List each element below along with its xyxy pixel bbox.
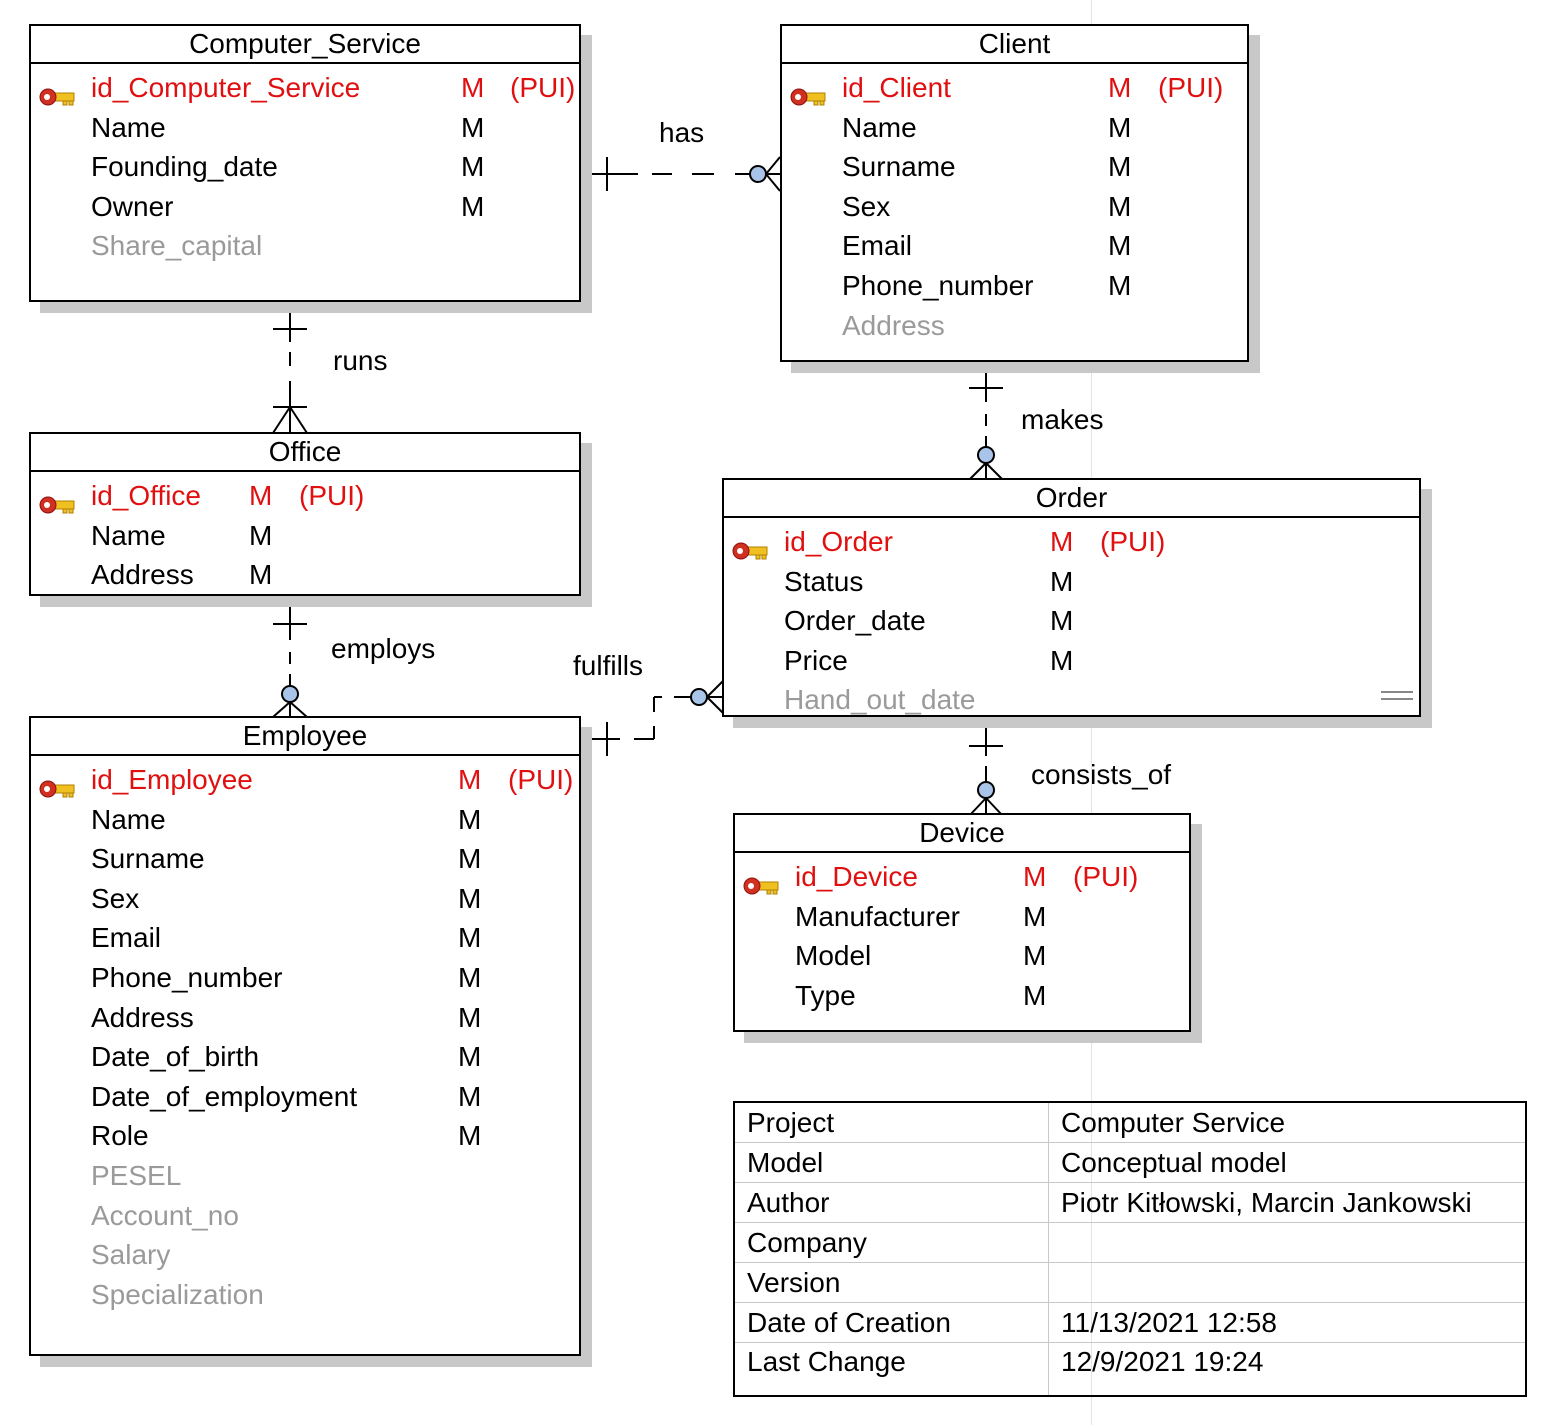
attribute-row[interactable] <box>790 147 1239 187</box>
attribute-row[interactable] <box>39 800 571 840</box>
relationship-label-employs: employs <box>331 633 436 664</box>
attribute-row[interactable] <box>743 936 1181 976</box>
attribute-mandatory-flag: M <box>1108 72 1132 103</box>
attribute-mandatory-flag: M <box>458 1001 482 1033</box>
project-info-row <box>734 1102 1526 1143</box>
attribute-name: Hand_out_date <box>784 684 976 716</box>
entity-device[interactable] <box>733 813 1191 1032</box>
attribute-row[interactable] <box>39 998 571 1038</box>
project-info-value <box>1049 1263 1527 1303</box>
project-info-row <box>734 1263 1526 1303</box>
attribute-row[interactable] <box>39 108 571 148</box>
attribute-mandatory-flag: M <box>1108 111 1132 143</box>
relationship-label-consists-of: consists_of <box>1031 759 1172 790</box>
attribute-name: Specialization <box>91 1278 264 1310</box>
project-info-key: Version <box>734 1263 1049 1303</box>
project-info-table <box>733 1101 1527 1397</box>
primary-key-attribute[interactable] <box>790 68 1239 108</box>
attribute-mandatory-flag: M <box>458 882 482 914</box>
primary-key-attribute[interactable] <box>39 68 576 108</box>
attribute-row[interactable] <box>790 306 1239 346</box>
attribute-name: id_Order <box>784 526 893 557</box>
project-info-key: Project <box>734 1102 1049 1143</box>
entity-employee[interactable] <box>29 716 581 1356</box>
primary-unique-identifier-flag: (PUI) <box>1100 526 1166 557</box>
project-info-key: Date of Creation <box>734 1303 1049 1343</box>
attribute-name: Share_capital <box>91 230 263 262</box>
attribute-mandatory-flag: M <box>458 1120 482 1152</box>
primary-key-attribute[interactable] <box>39 760 574 800</box>
attribute-name: Date_of_birth <box>91 1041 260 1073</box>
key-icon <box>39 78 77 98</box>
entity-order[interactable] <box>722 478 1421 717</box>
attribute-row[interactable] <box>790 226 1239 266</box>
primary-key-attribute[interactable] <box>732 522 1411 562</box>
attribute-row[interactable] <box>39 879 571 919</box>
entity-title: Order <box>724 480 1419 518</box>
attribute-name: Name <box>842 111 917 143</box>
attribute-mandatory-flag: M <box>1108 230 1132 262</box>
attribute-row[interactable] <box>790 266 1239 306</box>
attribute-mandatory-flag: M <box>1050 605 1074 637</box>
attribute-row[interactable] <box>39 516 571 556</box>
relationship-fulfills-line <box>581 681 723 756</box>
relationship-has-line <box>581 157 780 191</box>
attribute-name: id_Office <box>91 480 201 511</box>
attribute-row[interactable] <box>732 641 1411 681</box>
attribute-mandatory-flag: M <box>1108 190 1132 222</box>
attribute-mandatory-flag: M <box>1050 644 1074 676</box>
attribute-name: Price <box>784 644 848 676</box>
attribute-row[interactable] <box>39 839 571 879</box>
project-info-key: Company <box>734 1223 1049 1263</box>
entity-title: Employee <box>31 718 579 756</box>
key-icon <box>732 532 770 552</box>
attribute-name: Surname <box>91 843 205 875</box>
key-icon <box>39 486 77 506</box>
attribute-mandatory-flag: M <box>1023 900 1047 932</box>
relationship-employs-line <box>273 596 307 717</box>
project-info-value: 12/9/2021 19:24 <box>1049 1343 1527 1397</box>
attribute-row[interactable] <box>39 555 571 595</box>
attribute-mandatory-flag: M <box>1050 526 1074 557</box>
attribute-name: Owner <box>91 190 174 222</box>
attribute-name: Name <box>91 111 166 143</box>
primary-key-attribute[interactable] <box>743 857 1181 897</box>
attribute-row[interactable] <box>732 680 1411 720</box>
attribute-row[interactable] <box>743 976 1181 1016</box>
attribute-mandatory-flag: M <box>1023 979 1047 1011</box>
attribute-mandatory-flag: M <box>1108 151 1132 183</box>
primary-unique-identifier-flag: (PUI) <box>508 764 574 795</box>
attribute-row[interactable] <box>39 1196 571 1236</box>
attribute-name: Role <box>91 1120 149 1152</box>
attribute-row[interactable] <box>39 1156 571 1196</box>
project-info-value <box>1049 1223 1527 1263</box>
entity-title: Device <box>735 815 1189 853</box>
key-icon <box>39 770 77 790</box>
attribute-mandatory-flag: M <box>458 962 482 993</box>
project-info-value: Computer Service <box>1049 1102 1527 1143</box>
project-info-row <box>734 1183 1526 1223</box>
attribute-name: Manufacturer <box>795 900 960 932</box>
attribute-name: Salary <box>91 1239 171 1271</box>
attribute-row[interactable] <box>732 562 1411 602</box>
attribute-row[interactable] <box>39 918 571 958</box>
attribute-name: Phone_number <box>91 962 283 993</box>
attribute-row[interactable] <box>732 601 1411 641</box>
project-info-value: 11/13/2021 12:58 <box>1049 1303 1527 1343</box>
relationship-runs-line <box>273 301 307 433</box>
attribute-name: Account_no <box>91 1199 239 1231</box>
attribute-mandatory-flag: M <box>461 72 485 103</box>
project-info-row <box>734 1343 1526 1397</box>
attribute-name: Status <box>784 565 864 597</box>
attribute-mandatory-flag: M <box>249 519 273 551</box>
entity-title: Office <box>31 434 579 472</box>
entity-client[interactable] <box>780 24 1249 362</box>
attribute-row[interactable] <box>39 1235 571 1275</box>
attribute-name: Sex <box>91 882 140 914</box>
attribute-name: PESEL <box>91 1160 182 1191</box>
attribute-row[interactable] <box>39 1037 571 1077</box>
attribute-name: Founding_date <box>91 151 278 183</box>
attribute-mandatory-flag: M <box>461 151 485 183</box>
attribute-name: Address <box>842 309 945 341</box>
project-info-row <box>734 1223 1526 1263</box>
attribute-name: Sex <box>842 190 891 222</box>
primary-unique-identifier-flag: (PUI) <box>1158 72 1224 103</box>
attribute-name: Email <box>91 922 162 954</box>
attribute-name: id_Employee <box>91 764 253 795</box>
attribute-row[interactable] <box>790 108 1239 148</box>
attribute-name: Type <box>795 979 856 1011</box>
attribute-mandatory-flag: M <box>458 922 482 954</box>
entity-office[interactable] <box>29 432 581 596</box>
attribute-name: id_Device <box>795 861 918 892</box>
attribute-row[interactable] <box>39 1077 571 1117</box>
relationship-label-makes: makes <box>1021 404 1104 435</box>
attribute-mandatory-flag: M <box>458 764 482 795</box>
relationship-label-has: has <box>659 117 705 148</box>
project-info-key: Author <box>734 1183 1049 1223</box>
attribute-row[interactable] <box>39 1116 571 1156</box>
entity-title: Computer_Service <box>31 26 579 64</box>
key-icon <box>790 78 828 98</box>
primary-unique-identifier-flag: (PUI) <box>299 480 365 511</box>
attribute-mandatory-flag: M <box>249 559 273 591</box>
project-info-row <box>734 1303 1526 1343</box>
attribute-mandatory-flag: M <box>1050 565 1074 597</box>
attribute-mandatory-flag: M <box>458 1041 482 1073</box>
attribute-row[interactable] <box>39 226 571 266</box>
attribute-mandatory-flag: M <box>458 843 482 875</box>
attribute-name: Date_of_employment <box>91 1080 358 1112</box>
attribute-mandatory-flag: M <box>1023 861 1047 892</box>
relationship-makes-line <box>969 361 1003 479</box>
attribute-name: Model <box>795 940 872 972</box>
project-info-key: Last Change <box>734 1343 1049 1397</box>
primary-key-attribute[interactable] <box>39 476 571 516</box>
primary-unique-identifier-flag: (PUI) <box>510 72 576 103</box>
attribute-name: id_Client <box>842 72 951 103</box>
entity-title: Client <box>782 26 1247 64</box>
project-info-value: Piotr Kitłowski, Marcin Jankowski <box>1049 1183 1527 1223</box>
relationship-consists-of-line <box>969 716 1003 815</box>
attribute-row[interactable] <box>743 897 1181 937</box>
attribute-mandatory-flag: M <box>458 803 482 835</box>
attribute-mandatory-flag: M <box>458 1080 482 1112</box>
attribute-name: id_Computer_Service <box>91 72 361 103</box>
attribute-name: Address <box>91 1001 194 1033</box>
relationship-label-runs: runs <box>333 345 388 376</box>
attribute-row[interactable] <box>39 1275 571 1315</box>
attribute-row[interactable] <box>39 187 571 227</box>
project-info-row <box>734 1143 1526 1183</box>
attribute-name: Address <box>91 559 194 591</box>
attribute-name: Name <box>91 803 166 835</box>
attribute-mandatory-flag: M <box>461 111 485 143</box>
attribute-name: Phone_number <box>842 270 1034 301</box>
project-info-value: Conceptual model <box>1049 1143 1527 1183</box>
attribute-mandatory-flag: M <box>249 480 273 511</box>
relationship-label-fulfills: fulfills <box>573 650 644 681</box>
primary-unique-identifier-flag: (PUI) <box>1073 861 1139 892</box>
attribute-mandatory-flag: M <box>461 190 485 222</box>
key-icon <box>743 867 781 887</box>
attribute-mandatory-flag: M <box>1108 270 1132 301</box>
attribute-name: Email <box>842 230 913 262</box>
attribute-row[interactable] <box>790 187 1239 227</box>
attribute-mandatory-flag: M <box>1023 940 1047 972</box>
attribute-name: Name <box>91 519 166 551</box>
attribute-name: Order_date <box>784 605 926 637</box>
attribute-row[interactable] <box>39 147 571 187</box>
project-info-key: Model <box>734 1143 1049 1183</box>
attribute-name: Surname <box>842 151 956 183</box>
entity-computer-service[interactable] <box>29 24 581 302</box>
attribute-row[interactable] <box>39 958 571 998</box>
